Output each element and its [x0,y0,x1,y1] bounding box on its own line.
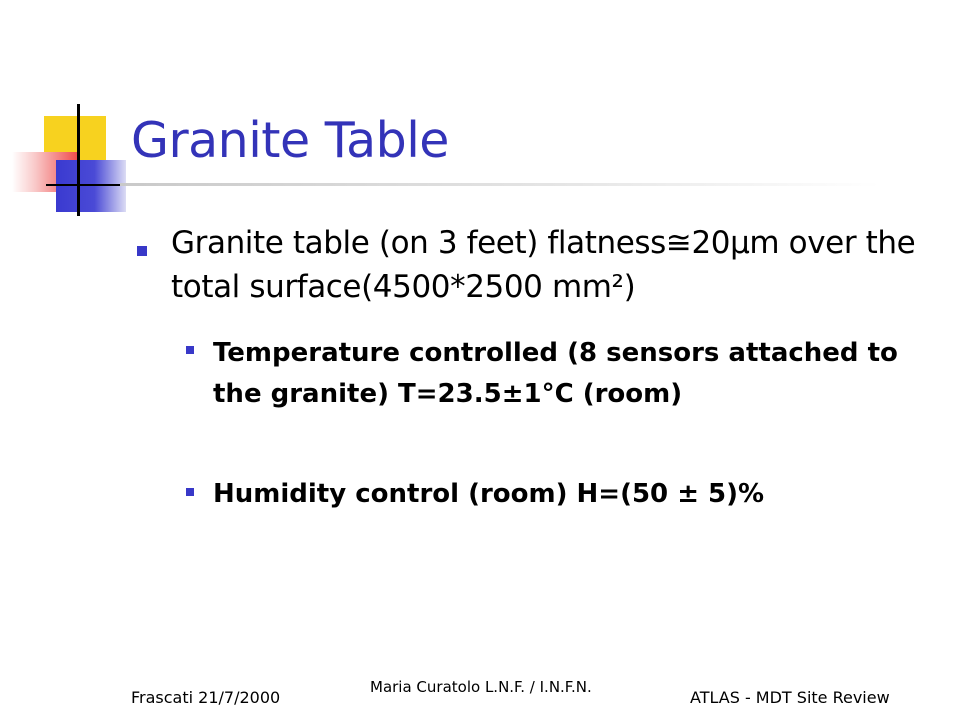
sub-bullet-temperature: Temperature controlled (8 sensors attached to the granite) T=23.5±1°C (room) [213,338,898,409]
decor-vertical-line [77,104,80,216]
footer-event: ATLAS - MDT Site Review [690,688,890,707]
decor-blue-square [56,160,126,212]
bullet-marker-icon [186,488,194,496]
bullet-marker-icon [137,246,147,256]
footer-date: Frascati 21/7/2000 [131,688,281,707]
slide-title: Granite Table [131,112,449,169]
sub-bullet-humidity: Humidity control (room) H=(50 ± 5)% [213,479,765,509]
decor-horizontal-line [46,184,128,186]
title-underline [120,183,880,186]
bullet-marker-icon [186,346,194,354]
footer-author: Maria Curatolo L.N.F. / I.N.F.N. [370,678,592,696]
bullet-granite-table: Granite table (on 3 feet) flatness≅20μm over the total surface(4500*2500 mm²) [171,225,916,305]
